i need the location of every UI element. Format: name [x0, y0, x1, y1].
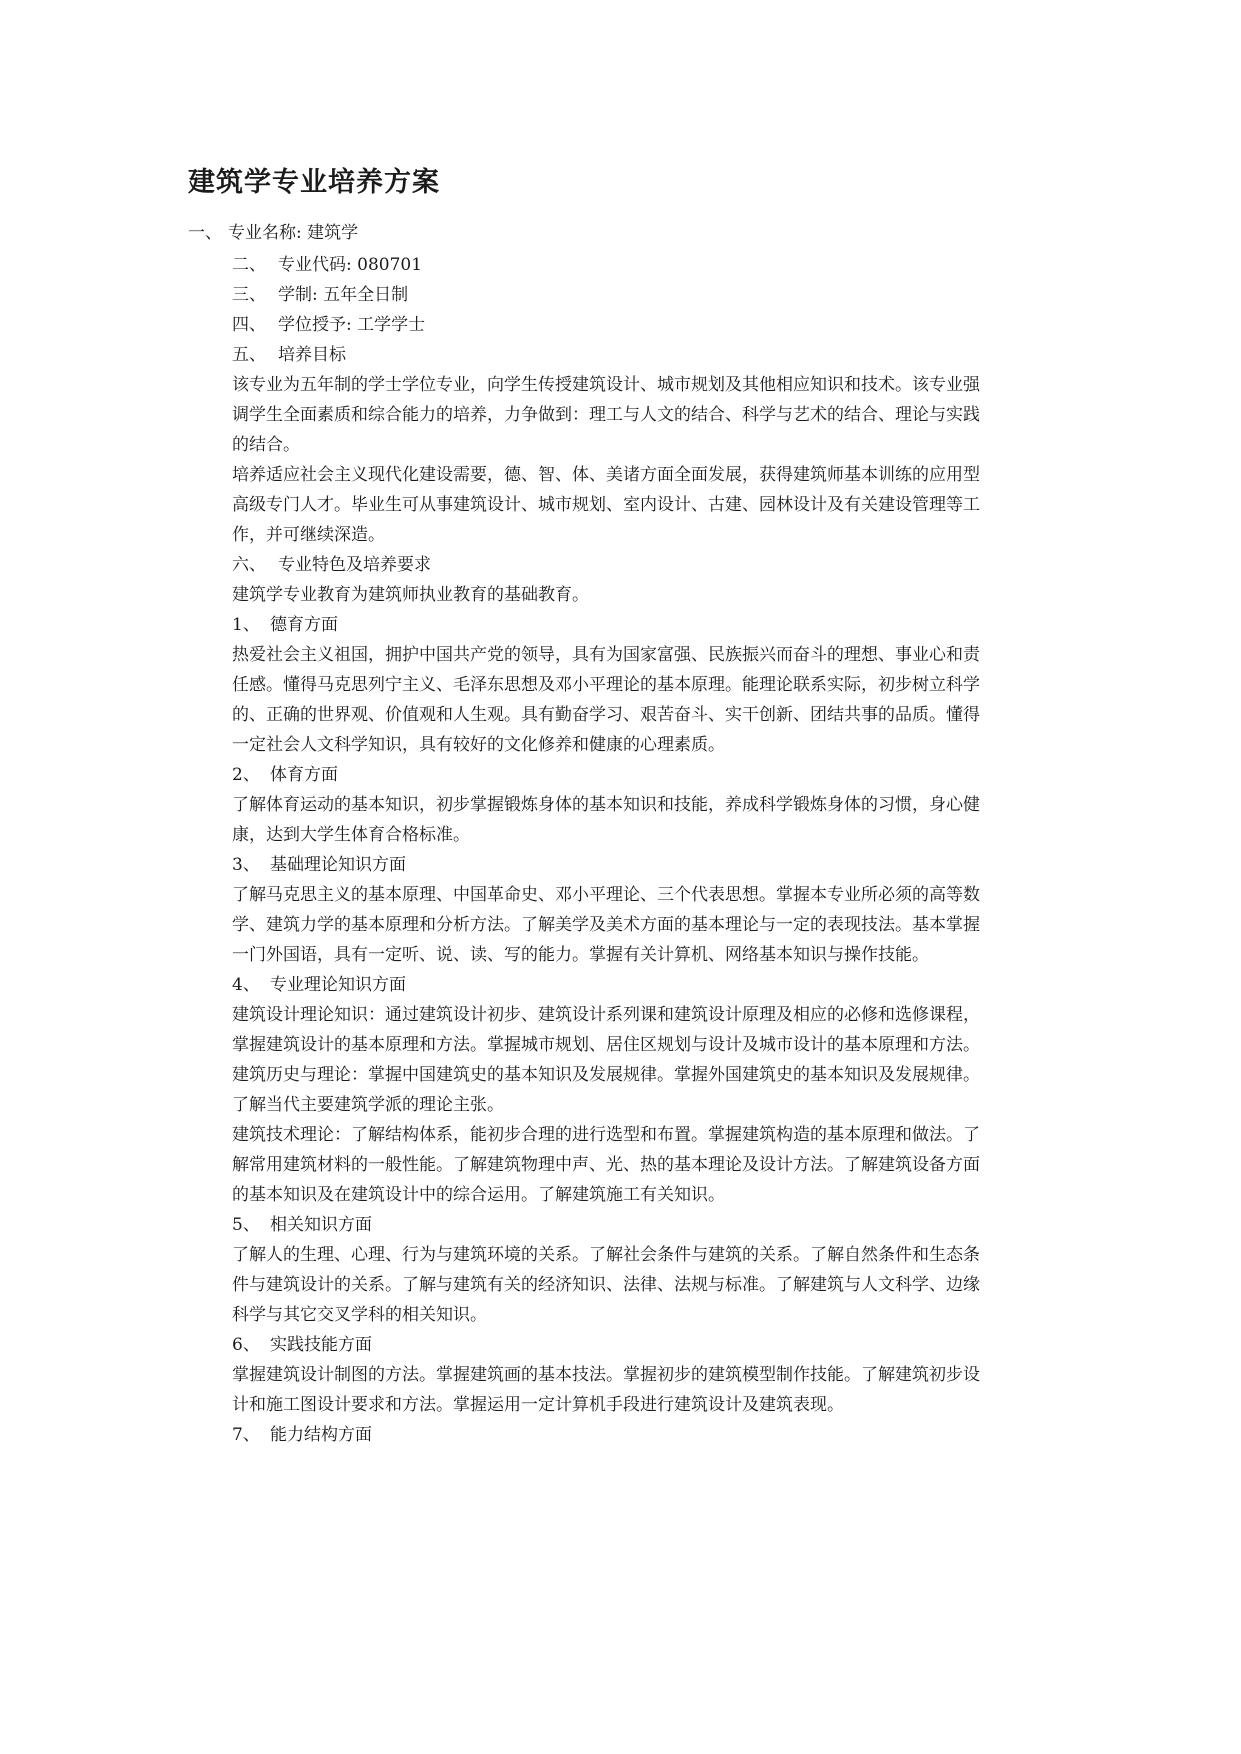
paragraph-line: 计和施工图设计要求和方法。掌握运用一定计算机手段进行建筑设计及建筑表现。 — [232, 1395, 844, 1415]
paragraph-line: 高级专门人才。毕业生可从事建筑设计、城市规划、室内设计、古建、园林设计及有关建设管理等工 — [232, 495, 980, 515]
section-heading — [232, 974, 406, 996]
paragraph-line: 掌握建筑设计制图的方法。掌握建筑画的基本技法。掌握初步的建筑模型制作技能。了解建筑初步设 — [232, 1365, 980, 1385]
paragraph-line: 了解体育运动的基本知识，初步掌握锻炼身体的基本知识和技能，养成科学锻炼身体的习惯，身心健 — [232, 795, 980, 815]
heading-number: 7、 — [232, 1425, 260, 1445]
section-heading — [232, 344, 346, 366]
heading-number: 六、 — [232, 555, 266, 575]
section-heading — [232, 1334, 372, 1356]
heading-number: 一、 — [188, 223, 222, 243]
heading-number: 三、 — [232, 285, 266, 305]
paragraph-line: 建筑技术理论：了解结构体系，能初步合理的进行选型和布置。掌握建筑构造的基本原理和做法。了 — [232, 1125, 980, 1145]
heading-number: 4、 — [232, 975, 260, 995]
heading-number: 1、 — [232, 615, 260, 635]
heading-text: 学位授予: 工学学士 — [278, 315, 426, 335]
paragraph-line: 掌握建筑设计的基本原理和方法。掌握城市规划、居住区规划与设计及城市设计的基本原理和方法。 — [232, 1035, 980, 1055]
section-heading — [232, 254, 422, 276]
section-heading — [232, 1424, 372, 1446]
heading-number: 5、 — [232, 1215, 260, 1235]
heading-number: 四、 — [232, 315, 266, 335]
paragraph-line: 康，达到大学生体育合格标准。 — [232, 825, 470, 845]
paragraph-line: 建筑学专业教育为建筑师执业教育的基础教育。 — [232, 585, 589, 605]
heading-text: 培养目标 — [278, 345, 346, 365]
paragraph-line: 一门外国语，具有一定听、说、读、写的能力。掌握有关计算机、网络基本知识与操作技能。 — [232, 945, 929, 965]
paragraph-line: 解常用建筑材料的一般性能。了解建筑物理中声、光、热的基本理论及设计方法。了解建筑设备方面 — [232, 1155, 980, 1175]
paragraph-line: 的结合。 — [232, 435, 300, 455]
heading-text: 基础理论知识方面 — [270, 855, 406, 875]
paragraph-line: 培养适应社会主义现代化建设需要，德、智、体、美诸方面全面发展，获得建筑师基本训练的应用型 — [232, 465, 980, 485]
heading-text: 专业理论知识方面 — [270, 975, 406, 995]
paragraph-line: 一定社会人文科学知识，具有较好的文化修养和健康的心理素质。 — [232, 735, 725, 755]
paragraph-line: 科学与其它交叉学科的相关知识。 — [232, 1305, 487, 1325]
heading-number: 二、 — [232, 255, 266, 275]
section-heading — [232, 614, 338, 636]
heading-number: 6、 — [232, 1335, 260, 1355]
heading-text: 专业代码: 080701 — [278, 255, 423, 275]
document-title: 建筑学专业培养方案 — [188, 167, 440, 198]
heading-number: 五、 — [232, 345, 266, 365]
section-heading — [232, 284, 408, 306]
section-heading — [188, 222, 358, 244]
paragraph-line: 作，并可继续深造。 — [232, 525, 385, 545]
heading-text: 相关知识方面 — [270, 1215, 372, 1235]
heading-text: 专业特色及培养要求 — [278, 555, 431, 575]
paragraph-line: 学、建筑力学的基本原理和分析方法。了解美学及美术方面的基本理论与一定的表现技法。基本掌握 — [232, 915, 980, 935]
section-heading — [232, 554, 431, 576]
paragraph-line: 了解人的生理、心理、行为与建筑环境的关系。了解社会条件与建筑的关系。了解自然条件和生态条 — [232, 1245, 980, 1265]
heading-text: 实践技能方面 — [270, 1335, 372, 1355]
paragraph-line: 的基本知识及在建筑设计中的综合运用。了解建筑施工有关知识。 — [232, 1185, 725, 1205]
heading-text: 德育方面 — [270, 615, 338, 635]
paragraph-line: 调学生全面素质和综合能力的培养，力争做到：理工与人文的结合、科学与艺术的结合、理论与实践 — [232, 405, 980, 425]
paragraph-line: 了解当代主要建筑学派的理论主张。 — [232, 1095, 504, 1115]
paragraph-line: 件与建筑设计的关系。了解与建筑有关的经济知识、法律、法规与标准。了解建筑与人文科学、边缘 — [232, 1275, 980, 1295]
paragraph-line: 热爱社会主义祖国，拥护中国共产党的领导，具有为国家富强、民族振兴而奋斗的理想、事业心和责 — [232, 645, 980, 665]
paragraph-line: 该专业为五年制的学士学位专业，向学生传授建筑设计、城市规划及其他相应知识和技术。该专业强 — [232, 375, 980, 395]
section-heading — [232, 854, 406, 876]
heading-text: 体育方面 — [270, 765, 338, 785]
paragraph-line: 的、正确的世界观、价值观和人生观。具有勤奋学习、艰苦奋斗、实干创新、团结共事的品质。懂得 — [232, 705, 980, 725]
section-heading — [232, 764, 338, 786]
heading-text: 能力结构方面 — [270, 1425, 372, 1445]
heading-number: 2、 — [232, 765, 260, 785]
section-heading — [232, 314, 425, 336]
paragraph-line: 了解马克思主义的基本原理、中国革命史、邓小平理论、三个代表思想。掌握本专业所必须的高等数 — [232, 885, 980, 905]
paragraph-line: 建筑设计理论知识：通过建筑设计初步、建筑设计系列课和建筑设计原理及相应的必修和选修课程， — [232, 1005, 980, 1025]
heading-number: 3、 — [232, 855, 260, 875]
heading-text: 学制: 五年全日制 — [278, 285, 409, 305]
paragraph-line: 建筑历史与理论：掌握中国建筑史的基本知识及发展规律。掌握外国建筑史的基本知识及发展规律。 — [232, 1065, 980, 1085]
heading-text: 专业名称: 建筑学 — [228, 223, 359, 243]
section-heading — [232, 1214, 372, 1236]
paragraph-line: 任感。懂得马克思列宁主义、毛泽东思想及邓小平理论的基本原理。能理论联系实际，初步树立科学 — [232, 675, 980, 695]
